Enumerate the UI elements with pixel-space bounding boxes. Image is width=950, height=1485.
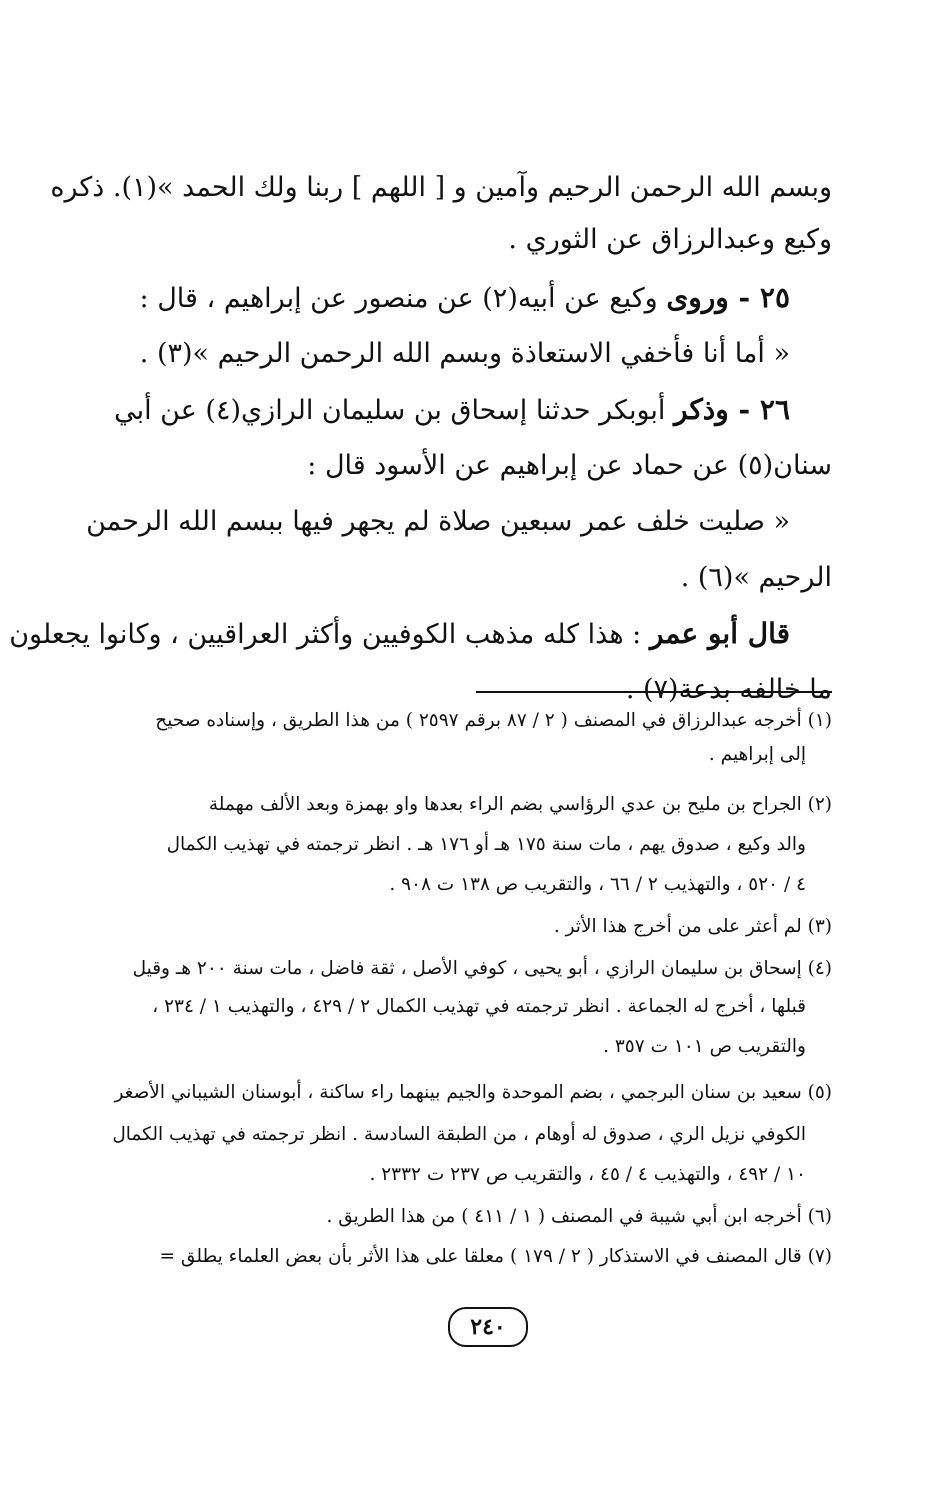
text-line: وبسم الله الرحمن الرحيم وآمين و [ اللهم ] ربنا ولك الحمد »(١). ذكره bbox=[50, 172, 832, 203]
narration-lead: ٢٦ - وذكر bbox=[674, 393, 790, 426]
text-line: سنان(٥) عن حماد عن إبراهيم عن الأسود قال : bbox=[307, 450, 832, 481]
footnote-2-cont: ٤ / ٥٢٠ ، والتهذيب ٢ / ٦٦ ، والتقريب ص ١٣٨ ت ٩٠٨ . bbox=[389, 874, 806, 895]
footnote-3: (٣) لم أعثر على من أخرج هذا الأثر . bbox=[553, 916, 832, 937]
commentary-text: : هذا كله مذهب الكوفيين وأكثر العراقيين ، وكانوا يجعلون bbox=[9, 619, 650, 650]
footnote-separator bbox=[476, 691, 832, 693]
commentary-line bbox=[9, 611, 790, 657]
footnote-2: (٢) الجراح بن مليح بن عدي الرؤاسي بضم الراء بعدها واو بهمزة وبعد الألف مهملة bbox=[208, 794, 832, 815]
footnote-6: (٦) أخرجه ابن أبي شيبة في المصنف ( ١ / ٤١١ ) من هذا الطريق . bbox=[326, 1206, 832, 1227]
footnote-7: (٧) قال المصنف في الاستذكار ( ٢ / ١٧٩ ) معلقا على هذا الأثر بأن بعض العلماء يطلق = bbox=[159, 1246, 832, 1267]
footnote-1: (١) أخرجه عبدالرزاق في المصنف ( ٢ / ٨٧ برقم ٢٥٩٧ ) من هذا الطريق ، وإسناده صحيح bbox=[155, 710, 832, 731]
footnote-5-cont: ١٠ / ٤٩٢ ، والتهذيب ٤ / ٤٥ ، والتقريب ص ٢٣٧ ت ٢٣٣٢ . bbox=[369, 1164, 806, 1185]
narration-lead: ٢٥ - وروى bbox=[666, 281, 790, 314]
footnote-4-cont: والتقريب ص ١٠١ ت ٣٥٧ . bbox=[603, 1036, 806, 1057]
quote-line: « أما أنا فأخفي الاستعاذة وبسم الله الرحمن الرحيم »(٣) . bbox=[139, 338, 790, 369]
narration-text: وكيع عن أبيه(٢) عن منصور عن إبراهيم ، قال : bbox=[139, 283, 667, 314]
footnote-1-cont: إلى إبراهيم . bbox=[708, 744, 806, 765]
narration-25 bbox=[118, 275, 790, 321]
text-line: ما خالفه بدعة(٧) . bbox=[625, 674, 832, 705]
page-number: ٢٤٠ bbox=[448, 1307, 528, 1347]
text-line: وكيع وعبدالرزاق عن الثوري . bbox=[508, 224, 832, 255]
text-line: الرحيم »(٦) . bbox=[680, 562, 832, 593]
footnote-5-cont: الكوفي نزيل الري ، صدوق له أوهام ، من الطبقة السادسة . انظر ترجمته في تهذيب الكمال bbox=[112, 1124, 806, 1145]
commentary-lead: قال أبو عمر bbox=[649, 617, 790, 650]
footnote-4-cont: قبلها ، أخرج له الجماعة . انظر ترجمته في تهذيب الكمال ٢ / ٤٢٩ ، والتهذيب ١ / ٢٣٤ ، bbox=[152, 996, 806, 1017]
footnote-5: (٥) سعيد بن سنان البرجمي ، بضم الموحدة والجيم بينهما راء ساكنة ، أبوسنان الشيباني الأصغر bbox=[114, 1082, 832, 1103]
footnote-4: (٤) إسحاق بن سليمان الرازي ، أبو يحيى ، كوفي الأصل ، ثقة فاضل ، مات سنة ٢٠٠ هـ وقيل bbox=[132, 958, 832, 979]
footnote-2-cont: والد وكيع ، صدوق يهم ، مات سنة ١٧٥ هـ أو ١٧٦ هـ . انظر ترجمته في تهذيب الكمال bbox=[166, 834, 806, 855]
quote-line: « صليت خلف عمر سبعين صلاة لم يجهر فيها ببسم الله الرحمن bbox=[86, 506, 790, 537]
narration-26 bbox=[114, 387, 790, 433]
narration-text: أبوبكر حدثنا إسحاق بن سليمان الرازي(٤) عن أبي bbox=[114, 395, 675, 426]
